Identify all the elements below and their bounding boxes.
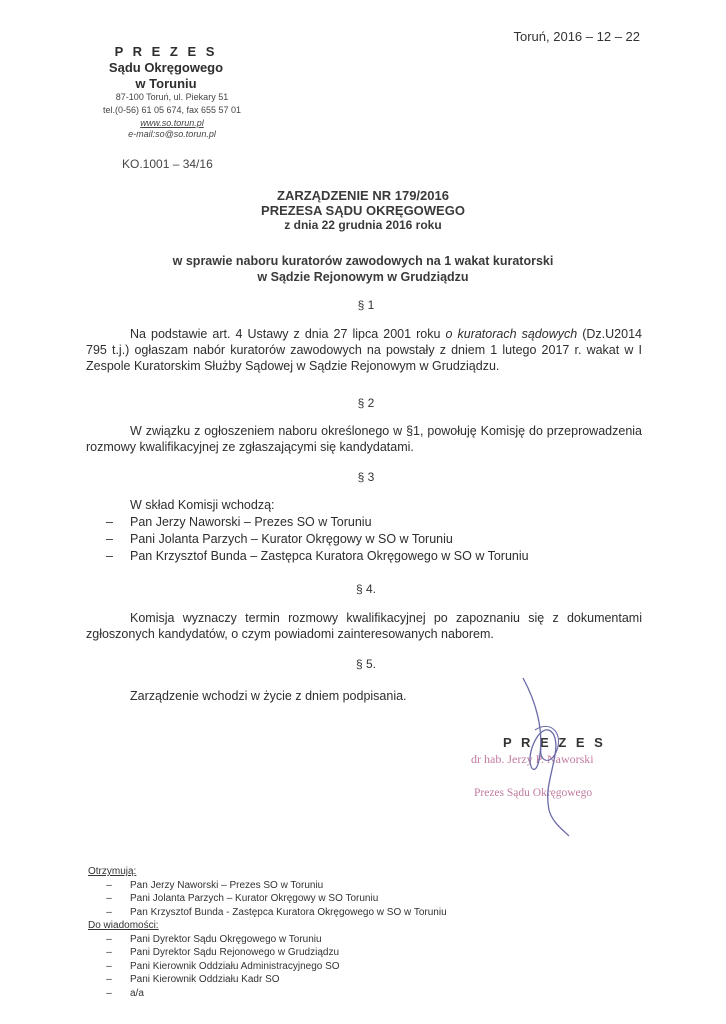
issuer-title: P R E Z E S xyxy=(114,44,218,59)
info-label: Do wiadomości: xyxy=(88,920,159,931)
issuer-header xyxy=(86,44,246,92)
issuer-court: Sądu Okręgowego xyxy=(108,60,224,75)
list-item xyxy=(88,906,447,920)
title-line-1: ZARZĄDZENIE NR 179/2016 xyxy=(277,188,449,203)
committee-member-text: Pan Krzysztof Bunda – Zastępca Kuratora Okręgowego w SO w Toruniu xyxy=(130,549,529,563)
stamp-name: dr hab. Jerzy P. Naworski xyxy=(471,752,594,766)
section-1-text xyxy=(86,326,642,374)
list-item-text: Pani Jolanta Parzych – Kurator Okręgowy w SO Toruniu xyxy=(130,893,379,904)
list-dash: – xyxy=(106,960,112,972)
stamp-role: Prezes Sądu Okręgowego xyxy=(474,787,593,799)
list-item xyxy=(88,973,447,987)
section-2-mark: § 2 xyxy=(357,396,375,410)
subject-line-2: w Sądzie Rejonowym w Grudziądzu xyxy=(257,270,469,284)
list-item xyxy=(88,946,447,960)
list-dash: – xyxy=(106,974,112,985)
list-item-text: Pan Jerzy Naworski – Prezes SO w Toruniu xyxy=(130,879,324,891)
subject-line-1: w sprawie naboru kuratorów zawodowych na 1 wakat kuratorski xyxy=(172,254,554,268)
document-subject xyxy=(0,253,726,285)
signature-title: P R E Z E S xyxy=(503,735,606,750)
reference-number: KO.1001 – 34/16 xyxy=(122,157,213,171)
section-4-text-body: Komisja wyznaczy termin rozmowy kwalifikacyjnej po zapoznaniu się z dokumentami zgłoszonych kandydatów, o czym powiadomi zainteresowanych naborem. xyxy=(86,611,642,641)
section-1-text-italic: o kuratorach sądowych xyxy=(445,327,578,341)
received-label: Otrzymują: xyxy=(88,866,137,877)
list-item-text: Pan Krzysztof Bunda - Zastępca Kuratora Okręgowego w SO w Toruniu xyxy=(130,906,447,918)
title-date: z dnia 22 grudnia 2016 roku xyxy=(284,218,442,232)
list-dash: – xyxy=(106,532,113,546)
list-dash: – xyxy=(106,933,112,945)
section-1-text-post: (Dz.U2014 795 t.j.) ogłaszam nabór kuratorów zawodowych na powstały z dniem 1 lutego 2017 r. wakat w I Zespole Kuratorskim Służby Sądowej w Sądzie Rejonowym w Grudziądzu. xyxy=(86,327,642,373)
section-5-mark: § 5. xyxy=(355,657,376,671)
document-title xyxy=(0,188,726,233)
list-dash: – xyxy=(106,947,112,958)
committee-member-text: Pani Jolanta Parzych – Kurator Okręgowy w SO w Toruniu xyxy=(130,532,453,546)
section-3-intro: W skład Komisji wchodzą: xyxy=(130,498,275,512)
committee-member xyxy=(106,548,529,565)
list-item xyxy=(88,960,447,974)
section-3-mark: § 3 xyxy=(357,470,375,484)
list-dash: – xyxy=(106,515,113,529)
list-dash: – xyxy=(106,549,113,563)
section-1-text-pre: Na podstawie art. 4 Ustawy z dnia 27 lipca 2001 roku xyxy=(130,327,446,341)
section-2-text xyxy=(86,423,642,455)
list-dash: – xyxy=(106,906,112,918)
list-dash: – xyxy=(106,893,112,904)
list-item-text: Pani Dyrektor Sądu Rejonowego w Grudziądzu xyxy=(130,947,339,958)
list-item xyxy=(88,879,447,893)
issuer-address: 87-100 Toruń, ul. Piekary 51 xyxy=(115,92,229,102)
list-dash: – xyxy=(106,987,112,999)
list-item xyxy=(88,933,447,947)
section-5-text-body: Zarządzenie wchodzi w życie z dniem podpisania. xyxy=(130,689,407,703)
list-item-text: Pani Dyrektor Sądu Okręgowego w Toruniu xyxy=(130,933,322,945)
committee-member-text: Pan Jerzy Naworski – Prezes SO w Toruniu xyxy=(130,515,372,529)
list-item xyxy=(88,987,447,1001)
committee-list xyxy=(106,514,529,565)
section-4-text xyxy=(86,610,642,642)
section-4-mark: § 4. xyxy=(355,582,376,596)
list-dash: – xyxy=(106,879,112,891)
handwritten-signature-icon xyxy=(505,670,595,840)
issuer-phone: tel.(0-56) 61 05 674, fax 655 57 01 xyxy=(102,105,242,115)
issuer-city: w Toruniu xyxy=(135,76,197,91)
list-item xyxy=(88,892,447,906)
section-1-mark: § 1 xyxy=(357,298,375,312)
committee-member xyxy=(106,531,529,548)
distribution-received xyxy=(88,865,447,1000)
section-2-text-body: W związku z ogłoszeniem naboru określonego w §1, powołuję Komisję do przeprowadzenia rozmowy kwalifikacyjnej ze zgłaszającymi się kandydatami. xyxy=(86,424,642,454)
title-line-2: PREZESA SĄDU OKRĘGOWEGO xyxy=(261,203,465,218)
list-item-text: Pani Kierownik Oddziału Kadr SO xyxy=(130,974,280,985)
issuer-email[interactable]: e-mail:so@so.torun.pl xyxy=(128,129,216,139)
list-item-text: Pani Kierownik Oddziału Administracyjnego SO xyxy=(130,960,340,972)
document-date: Toruń, 2016 – 12 – 22 xyxy=(513,29,640,44)
committee-member xyxy=(106,514,529,531)
issuer-website-link[interactable]: www.so.torun.pl xyxy=(140,118,204,128)
list-item-text: a/a xyxy=(130,987,144,999)
